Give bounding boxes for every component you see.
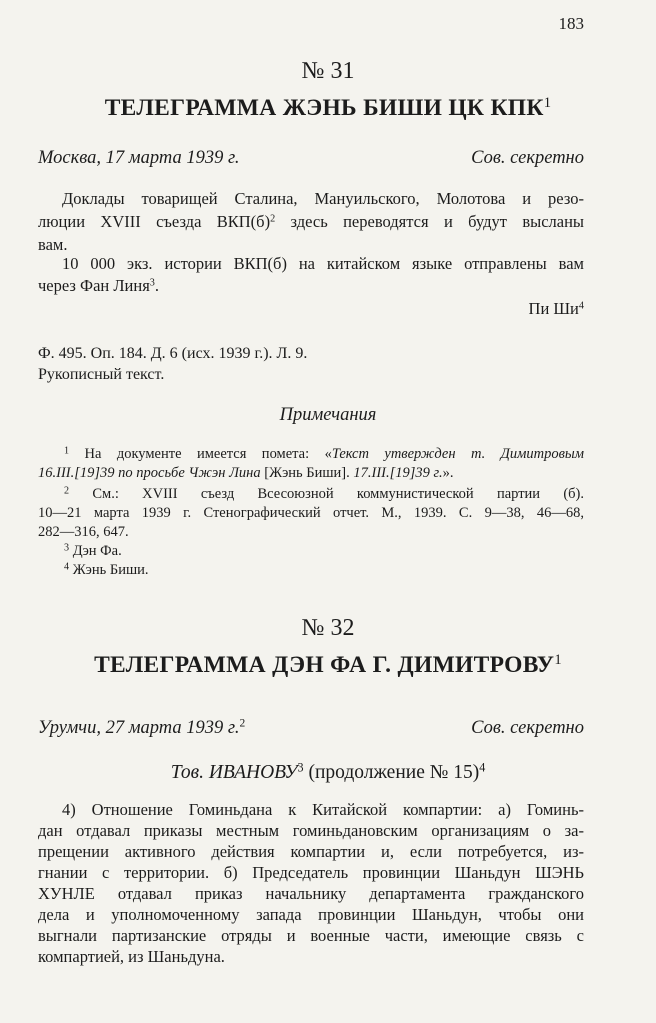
note-italic: Текст утвержден т. Димитровым bbox=[331, 446, 584, 462]
note-number: 4 bbox=[64, 561, 70, 573]
doc32-addressee bbox=[0, 762, 656, 784]
doc31-place-date: Москва, 17 марта 1939 г. bbox=[38, 148, 240, 168]
note-text: ». bbox=[442, 465, 454, 481]
doc32-addressee-rest: (продолжение № 15) bbox=[308, 762, 480, 783]
doc31-body-line: вам. bbox=[38, 235, 68, 254]
doc31-source-archive: Ф. 495. Оп. 184. Д. 6 (исх. 1939 г.). Л. 9. bbox=[38, 345, 308, 362]
note-text: Дэн Фа. bbox=[72, 543, 122, 559]
doc31-title-footnote: 1 bbox=[543, 95, 552, 111]
doc32-title-text: ТЕЛЕГРАММА ДЭН ФА Г. ДИМИТРОВУ bbox=[94, 652, 555, 678]
note-text: [Жэнь Биши]. bbox=[264, 465, 350, 481]
doc32-title-footnote: 1 bbox=[554, 652, 562, 668]
doc31-signature-footnote: 4 bbox=[578, 300, 584, 312]
doc31-note-1-cont bbox=[38, 465, 584, 482]
doc32-place-date bbox=[38, 718, 245, 739]
page-number: 183 bbox=[558, 14, 584, 33]
doc31-note-2 bbox=[38, 486, 584, 503]
note-text: На документе имеется помета: « bbox=[84, 446, 332, 462]
doc32-place-date-text: Урумчи, 27 марта 1939 г. bbox=[38, 718, 240, 738]
doc32-body-line: дела и уполномоченному запада провинции Шаньдун, чтобы они bbox=[38, 905, 584, 924]
doc31-notes-heading: Примечания bbox=[279, 405, 377, 425]
doc32-addressee-name: Тов. ИВАНОВУ bbox=[170, 762, 298, 783]
note-italic: 17.III.[19]39 г. bbox=[353, 465, 443, 481]
doc31-title-text: ТЕЛЕГРАММА ЖЭНЬ БИШИ ЦК КПК bbox=[104, 95, 544, 121]
note-text: См.: XVIII съезд Всесоюзной коммунистической партии (б). bbox=[92, 486, 584, 502]
doc31-body-fragment: люции XVIII съезда ВКП(б) bbox=[38, 212, 271, 231]
doc32-title bbox=[38, 652, 618, 679]
doc31-note-1 bbox=[38, 446, 584, 463]
doc32-place-footnote: 2 bbox=[239, 717, 246, 730]
doc31-body-line: 10 000 экз. истории ВКП(б) на китайском языке отправлены вам bbox=[62, 254, 584, 273]
doc31-source-type: Рукописный текст. bbox=[38, 366, 165, 383]
doc31-title bbox=[38, 95, 618, 122]
doc31-number: № 31 bbox=[301, 58, 355, 84]
doc31-body-line bbox=[38, 212, 584, 232]
doc31-signature bbox=[529, 299, 584, 319]
doc32-addressee-rest-footnote: 4 bbox=[479, 760, 486, 775]
note-number: 1 bbox=[64, 445, 70, 457]
doc32-body-line: компартией, из Шаньдуна. bbox=[38, 947, 225, 966]
doc31-note-2-cont: 282—316, 647. bbox=[38, 524, 129, 540]
doc31-body-line: через Фан Линя$^3$. bbox=[38, 276, 160, 295]
doc32-body-line: 4) Отношение Гоминьдана к Китайской компартии: а) Гоминь- bbox=[62, 800, 584, 819]
doc31-note-4 bbox=[38, 562, 584, 579]
doc32-body-line: гнании с территории. б) Председатель провинции Шаньдун ШЭНЬ bbox=[38, 863, 584, 882]
doc31-body-fragment: через Фан Линя bbox=[38, 276, 150, 295]
doc31-body-line: Доклады товарищей Сталина, Мануильского, Молотова и резо- bbox=[62, 189, 584, 208]
note-number: 2 bbox=[64, 485, 70, 497]
note-number: 3 bbox=[64, 542, 70, 554]
doc32-body-line: прещении активного действия компартии и, если потребуется, из- bbox=[38, 842, 584, 861]
doc31-body-footnote-2: 2 bbox=[270, 213, 276, 225]
doc32-body-line: ХУНЛЕ отдавал приказ начальнику департамента гражданского bbox=[38, 884, 584, 903]
doc31-note-3 bbox=[38, 543, 584, 560]
doc31-body-footnote-3: 3 bbox=[149, 277, 155, 289]
doc32-body-line: выгнали партизанские отряды и военные части, имеющие связь с bbox=[38, 926, 584, 945]
doc31-meta bbox=[38, 148, 584, 169]
doc32-meta bbox=[38, 718, 584, 739]
note-italic: 16.III.[19]39 по просьбе Чжэн Лина bbox=[38, 465, 261, 481]
note-text: Жэнь Биши. bbox=[72, 562, 149, 578]
doc31-note-2-cont: 10—21 марта 1939 г. Стенографический отчет. М., 1939. С. 9—38, 46—68, bbox=[38, 505, 584, 521]
doc32-addressee-footnote: 3 bbox=[297, 760, 304, 775]
doc32-number: № 32 bbox=[301, 615, 355, 641]
doc32-body-line: дан отдавал приказы местным гоминьдановским организациям о за- bbox=[38, 821, 584, 840]
doc32-classification: Сов. секретно bbox=[471, 718, 584, 738]
doc31-signature-text: Пи Ши bbox=[528, 299, 579, 318]
doc31-classification: Сов. секретно bbox=[471, 148, 584, 168]
doc31-body-fragment: здесь переводятся и будут высланы bbox=[290, 212, 584, 231]
